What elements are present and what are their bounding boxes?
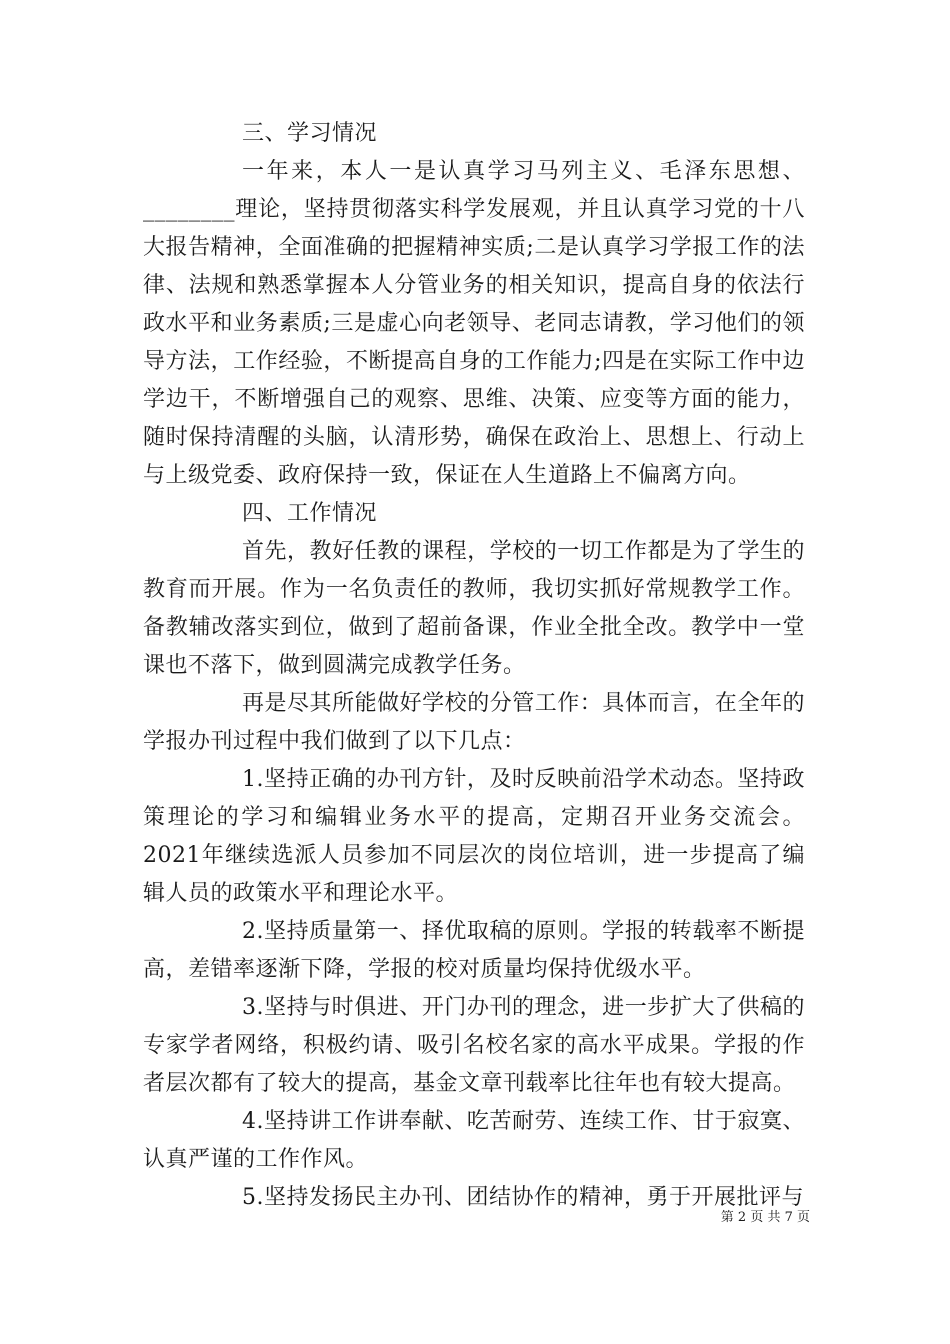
- paragraph-study: 一年来，本人一是认真学习马列主义、毛泽东思想、________理论，坚持贯彻落实科学发展观，并且认真学习党的十八大报告精神，全面准确的把握精神实质;二是认真学习学报工作的法律、法规和熟悉掌握本人分管业务的相关知识，提高自身的依法行政水平和业务素质;三是虚心向老领导、老同志请教，学习他们的领导方法，工作经验，不断提高自身的工作能力;四是在实际工作中边学边干，不断增强自己的观察、思维、决策、应变等方面的能力，随时保持清醒的头脑，认清形势，确保在政治上、思想上、行动上与上级党委、政府保持一致，保证在人生道路上不偏离方向。: [143, 159, 805, 488]
- list-item-1: 1.坚持正确的办刊方针，及时反映前沿学术动态。坚持政策理论的学习和编辑业务水平的提高，定期召开业务交流会。2021年继续选派人员参加不同层次的岗位培训，进一步提高了编辑人员的政策水平和理论水平。: [143, 767, 805, 906]
- page-number-footer: 第 2 页 共 7 页: [720, 1210, 810, 1225]
- section-heading-work: 四、工作情况: [242, 501, 378, 526]
- paragraph-teaching: 首先，教好任教的课程，学校的一切工作都是为了学生的教育而开展。作为一名负责任的教师，我切实抓好常规教学工作。备教辅改落实到位，做到了超前备课，作业全批全改。教学中一堂课也不落下，做到圆满完成教学任务。: [143, 539, 805, 678]
- document-body: [143, 115, 805, 1217]
- list-item-5: 5.坚持发扬民主办刊、团结协作的精神，勇于开展批评与: [242, 1185, 804, 1210]
- list-item-4: 4.坚持讲工作讲奉献、吃苦耐劳、连续工作、甘于寂寞、认真严谨的工作作风。: [143, 1109, 805, 1172]
- section-heading-study: 三、学习情况: [242, 121, 378, 146]
- list-item-3: 3.坚持与时俱进、开门办刊的理念，进一步扩大了供稿的专家学者网络，积极约请、吸引名校名家的高水平成果。学报的作者层次都有了较大的提高，基金文章刊载率比往年也有较大提高。: [143, 995, 805, 1096]
- paragraph-management: 再是尽其所能做好学校的分管工作：具体而言，在全年的学报办刊过程中我们做到了以下几点：: [143, 691, 805, 754]
- list-item-2: 2.坚持质量第一、择优取稿的原则。学报的转载率不断提高，差错率逐渐下降，学报的校对质量均保持优级水平。: [143, 919, 805, 982]
